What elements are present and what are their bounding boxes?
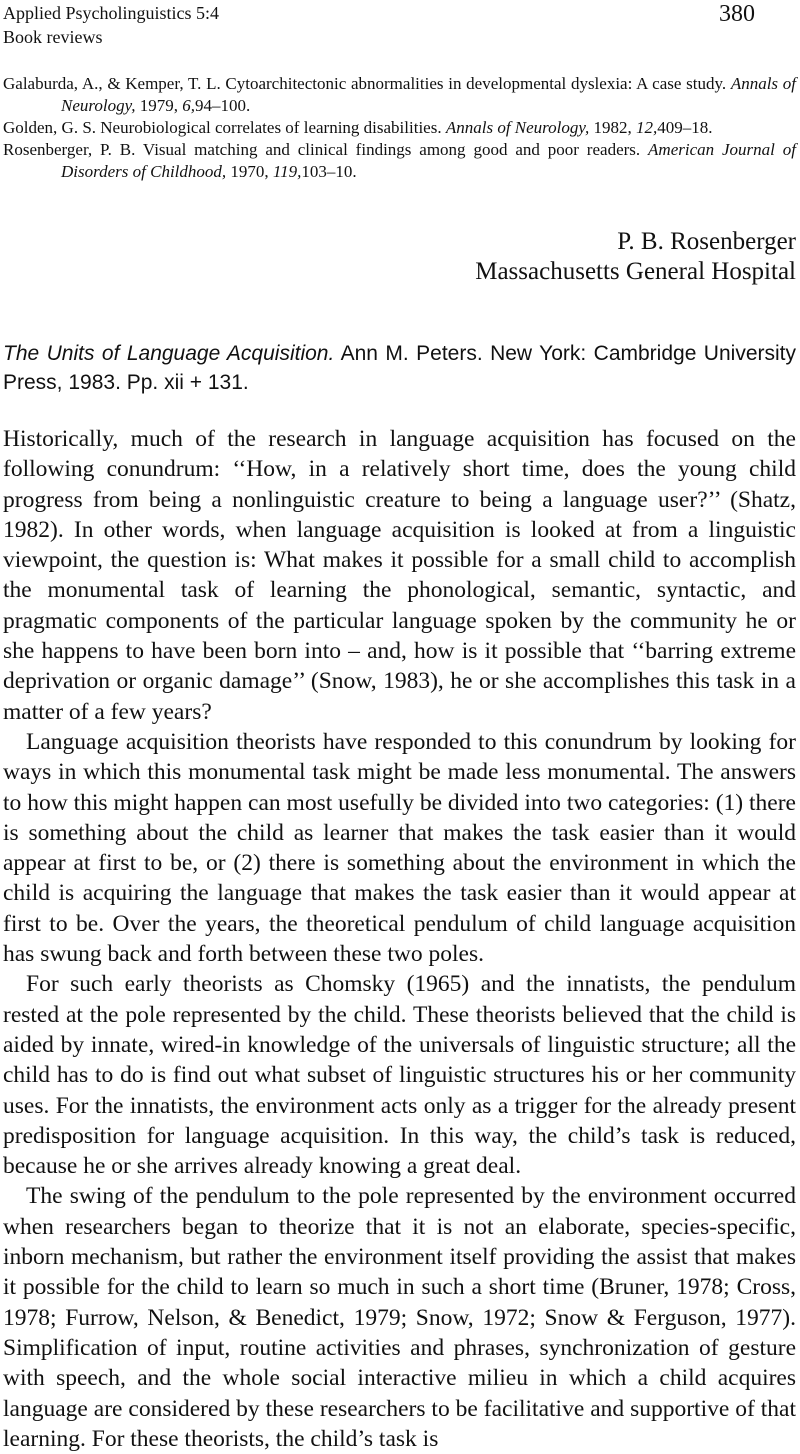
reviewer-affiliation: Massachusetts General Hospital bbox=[475, 258, 796, 285]
section-title: Book reviews bbox=[3, 27, 103, 47]
book-details: Ann M. Peters. New York: Cambridge University Press, 1983. Pp. xii + 131. bbox=[3, 342, 796, 394]
review-body bbox=[3, 424, 796, 1454]
reference-item: Galaburda, A., & Kemper, T. L. Cytoarchitectonic abnormalities in developmental dyslexia: A case study. Annals of Neurology, 1979, 6,94–100. bbox=[3, 74, 796, 115]
reviewer-signature bbox=[475, 227, 796, 287]
journal-title: Applied Psycholinguistics 5:4 bbox=[3, 3, 219, 23]
body-paragraph: For such early theorists as Chomsky (1965) and the innatists, the pendulum rested at the pole represented by the child. These theorists believed that the child is aided by innate, wired-in knowledge of the universals of linguistic structure; all the child has to do is find out what subset of linguistic structures his or her community uses. For the innatists, the environment acts only as a trigger for the already present predisposition for language acquisition. In this way, the child’s task is reduced, because he or she arrives already knowing a great deal. bbox=[3, 971, 796, 1180]
reference-volume: 119, bbox=[272, 162, 302, 181]
body-paragraph: The swing of the pendulum to the pole represented by the environment occurred when researchers began to theorize that it is not an elaborate, species-specific, inborn mechanism, but rather the environment itself providing the assist that makes it possible for the child to learn so much in such a short time (Bruner, 1978; Cross, 1978; Furrow, Nelson, & Benedict, 1979; Snow, 1972; Snow & Ferguson, 1977). Simplification of input, routine activities and phrases, synchronization of gesture with speech, and the whole social interactive milieu in which a child acquires language are considered by these researchers to be facilitative and supportive of that learning. For these theorists, the child’s task is bbox=[3, 1183, 796, 1452]
reference-journal: American Journal of Disorders of Childhood, bbox=[61, 140, 797, 181]
book-title: The Units of Language Acquisition. bbox=[3, 342, 335, 365]
reference-volume: 12, bbox=[636, 118, 658, 137]
reference-item: Rosenberger, P. B. Visual matching and clinical findings among good and poor readers. American Journal of Disorders of Childhood, 1970, 119,103–10. bbox=[3, 140, 797, 181]
body-paragraph: Historically, much of the research in language acquisition has focused on the following conundrum: ‘‘How, in a relatively short time, does the young child progress from being a nonlinguistic creature to being a language user?’’ (Shatz, 1982). In other words, when language acquisition is looked at from a linguistic viewpoint, the question is: What makes it possible for a small child to accomplish the monumental task of learning the phonological, semantic, syntactic, and pragmatic components of the particular language spoken by the community he or she happens to have been born into – and, how is it possible that ‘‘barring extreme deprivation or organic damage’’ (Snow, 1983), he or she accomplishes this task in a matter of a few years? bbox=[3, 426, 796, 725]
running-header bbox=[3, 1, 219, 49]
reference-journal: Annals of Neurology, bbox=[61, 74, 796, 115]
reference-volume: 6, bbox=[182, 96, 195, 115]
book-citation bbox=[3, 339, 796, 397]
page-number: 380 bbox=[719, 1, 755, 27]
reviewer-name: P. B. Rosenberger bbox=[617, 228, 796, 255]
reference-journal: Annals of Neurology, bbox=[445, 118, 590, 137]
reference-list bbox=[3, 73, 796, 183]
body-paragraph: Language acquisition theorists have responded to this conundrum by looking for ways in which this monumental task might be made less monumental. The answers to how this might happen can most usefully be divided into two categories: (1) there is something about the child as learner that makes the task easier than it would appear at first to be, or (2) there is something about the environment in which the child is acquiring the language that makes the task easier than it would appear at first to be. Over the years, the theoretical pendulum of child language acquisition has swung back and forth between these two poles. bbox=[3, 728, 796, 968]
reference-item: Golden, G. S. Neurobiological correlates of learning disabilities. Annals of Neurology, 1982, 12,409–18. bbox=[3, 118, 713, 137]
